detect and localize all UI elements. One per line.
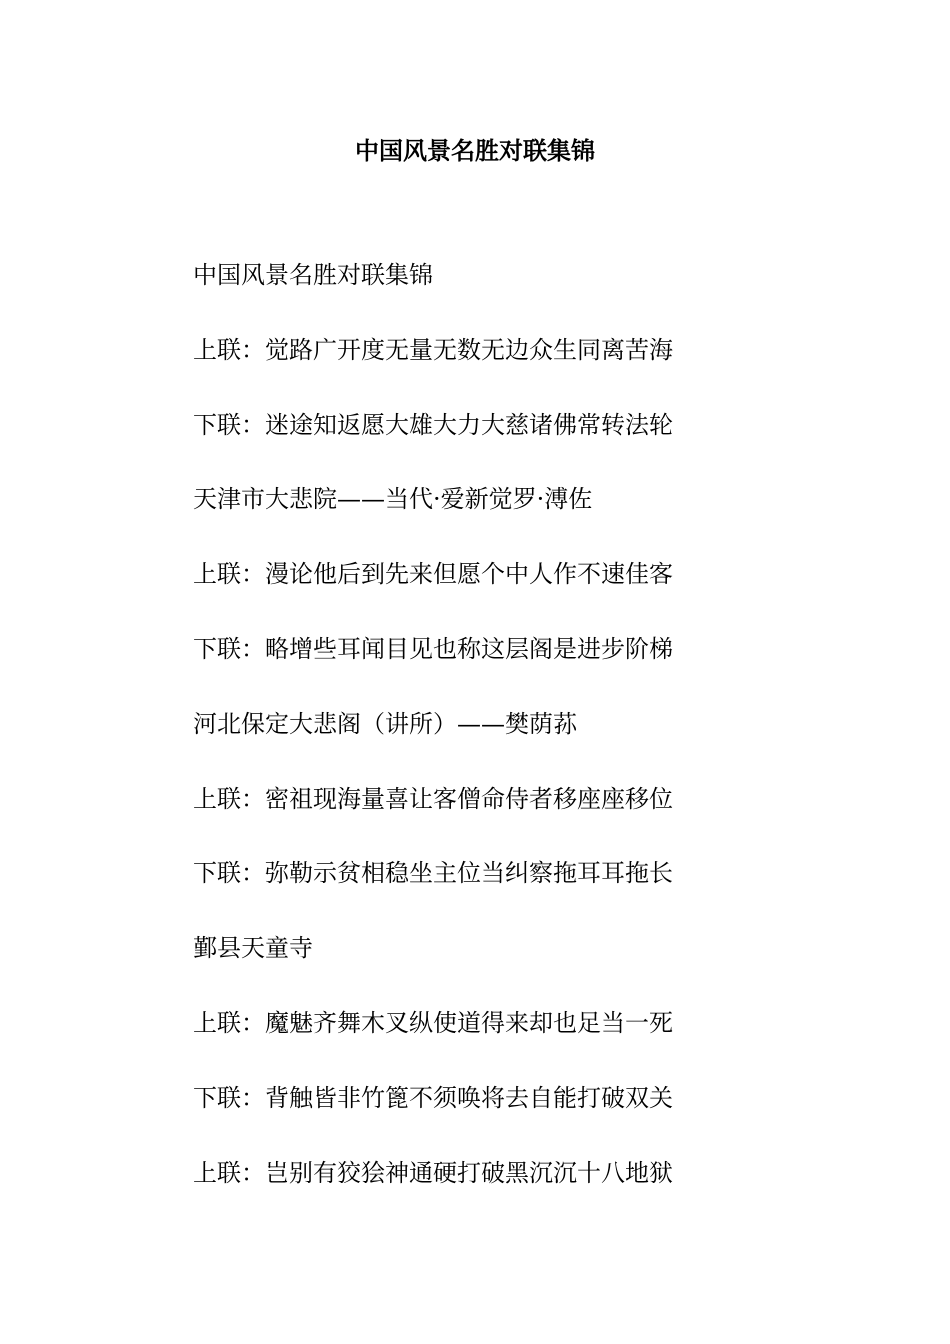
text-line: 中国风景名胜对联集锦: [193, 261, 433, 289]
text-line: 上联：密祖现海量喜让客僧命侍者移座座移位: [193, 784, 673, 813]
text-line: 上联：魔魅齐舞木叉纵使道得来却也足当一死: [193, 1008, 673, 1037]
text-line: 上联：岂别有狡狯神通硬打破黑沉沉十八地狱: [193, 1158, 673, 1187]
text-line: 下联：略增些耳闻目见也称这层阁是进步阶梯: [193, 634, 673, 663]
text-line: 上联：漫论他后到先来但愿个中人作不速佳客: [193, 560, 673, 589]
text-line: 下联：弥勒示贫相稳坐主位当纠察拖耳耳拖长: [193, 859, 673, 888]
couplet-list: [193, 255, 753, 1227]
text-line: 天津市大悲院——当代·爱新觉罗·溥佐: [193, 485, 593, 514]
text-line: 下联：背触皆非竹篦不须唤将去自能打破双关: [193, 1083, 673, 1112]
text-line: 鄞县天童寺: [193, 934, 313, 963]
text-line: 上联：觉路广开度无量无数无边众生同离苦海: [193, 335, 673, 364]
text-line: 河北保定大悲阁（讲所）——樊荫荪: [193, 709, 577, 738]
text-line: 下联：迷途知返愿大雄大力大慈诸佛常转法轮: [193, 410, 673, 439]
document-title: 中国风景名胜对联集锦: [355, 136, 595, 165]
